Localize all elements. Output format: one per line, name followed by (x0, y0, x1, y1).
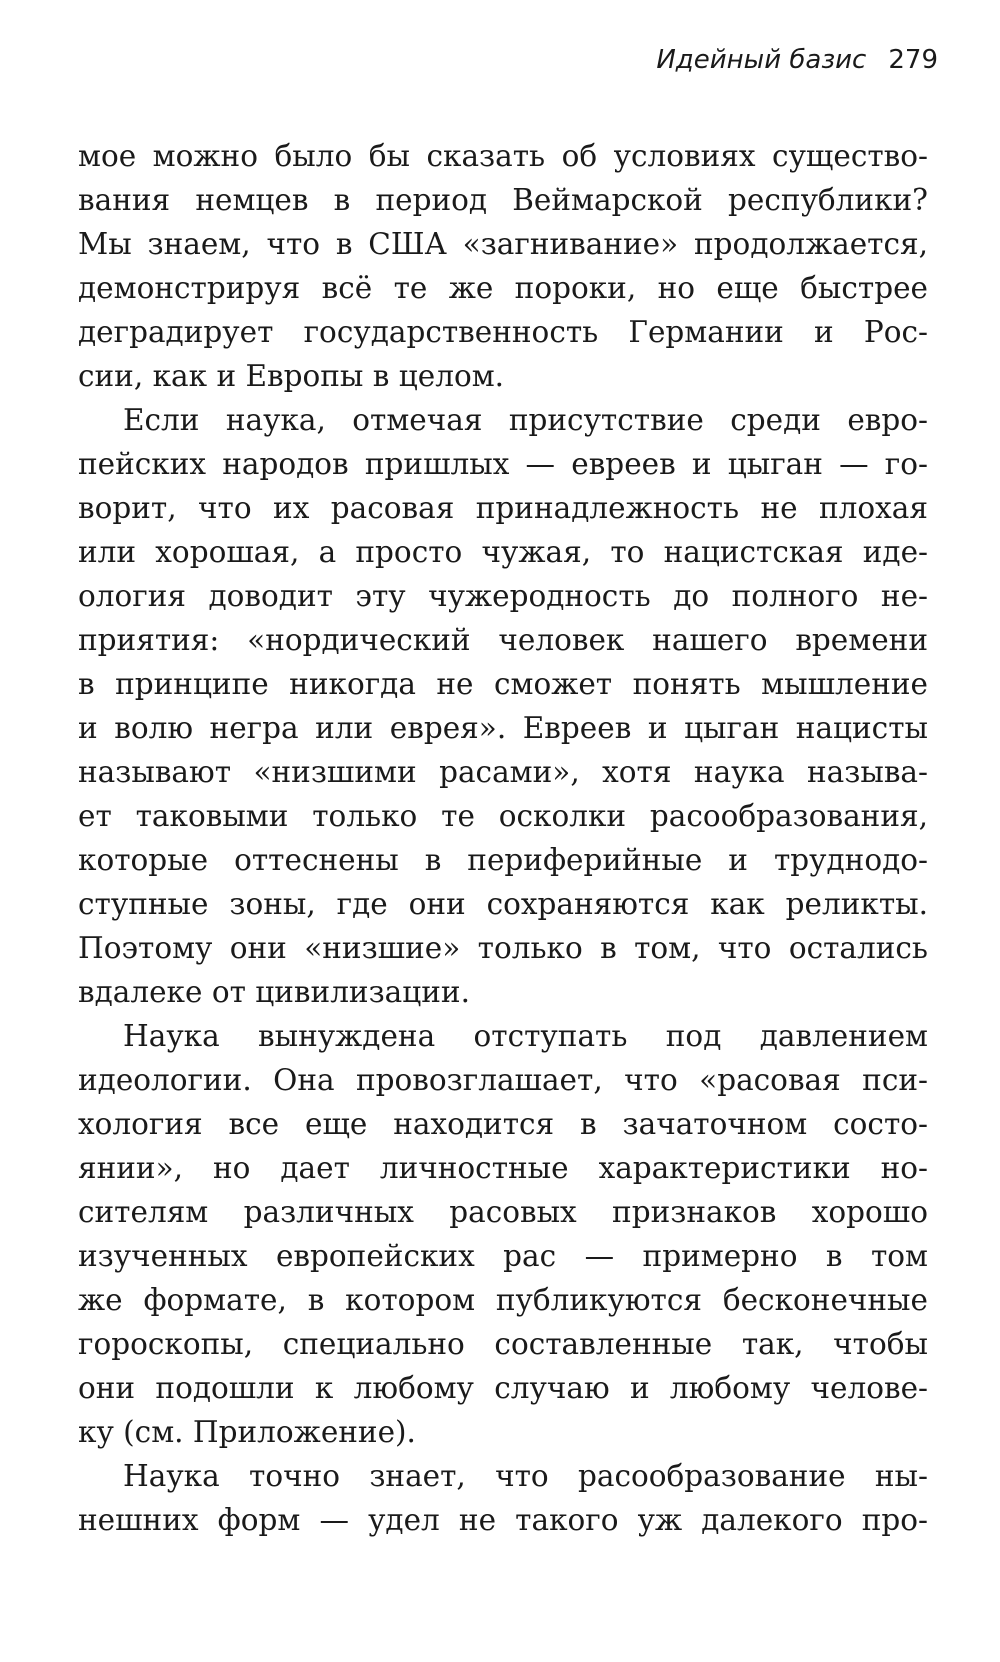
text-line: мое можно было бы сказать об условиях существо- (78, 139, 928, 173)
text-line: вания немцев в период Веймарской республики? (78, 183, 928, 217)
text-line: сителям различных расовых признаков хорошо (78, 1195, 928, 1229)
text-line: приятия: «нордический человек нашего времени (78, 623, 928, 657)
text-line: Наука вынуждена отступать под давлением (123, 1019, 928, 1053)
text-line: деградирует государственность Германии и Рос- (78, 315, 928, 349)
text-line: Мы знаем, что в США «загнивание» продолжается, (78, 227, 928, 261)
text-line: и волю негра или еврея». Евреев и цыган нацисты (78, 711, 928, 745)
text-line: вдалеке от цивилизации. (78, 975, 470, 1009)
text-line: хология все еще находится в зачаточном состо- (78, 1107, 928, 1141)
text-line: демонстрируя всё те же пороки, но еще быстрее (78, 271, 928, 305)
text-line: они подошли к любому случаю и любому челове- (78, 1371, 928, 1405)
text-line: нешних форм — удел не такого уж далекого про- (78, 1503, 928, 1537)
text-line: гороскопы, специально составленные так, чтобы (78, 1327, 928, 1361)
text-line: которые оттеснены в периферийные и труднодо- (78, 843, 928, 877)
text-line: в принципе никогда не сможет понять мышление (78, 667, 928, 701)
text-line: ворит, что их расовая принадлежность не плохая (78, 491, 928, 525)
text-line: ет таковыми только те осколки расообразования, (78, 799, 928, 833)
text-line: ку (см. Приложение). (78, 1415, 416, 1449)
running-head (60, 40, 938, 80)
text-line: ступные зоны, где они сохраняются как реликты. (78, 887, 928, 921)
text-line: Поэтому они «низшие» только в том, что остались (78, 931, 928, 965)
text-line: называют «низшими расами», хотя наука называ- (78, 755, 928, 789)
running-title: Идейный базис (656, 45, 867, 75)
text-line: или хорошая, а просто чужая, то нацистская иде- (78, 535, 928, 569)
text-line: изученных европейских рас — примерно в том (78, 1239, 928, 1273)
text-line: же формате, в котором публикуются бесконечные (78, 1283, 928, 1317)
text-line: ология доводит эту чужеродность до полного не- (78, 579, 928, 613)
text-line: сии, как и Европы в целом. (78, 359, 505, 393)
text-line: идеологии. Она провозглашает, что «расовая пси- (78, 1063, 928, 1097)
text-line: Наука точно знает, что расообразование ны- (123, 1459, 928, 1493)
text-line: пейских народов пришлых — евреев и цыган — го- (78, 447, 928, 481)
page-number: 279 (888, 45, 938, 75)
text-line: янии», но дает личностные характеристики но- (78, 1151, 928, 1185)
text-line: Если наука, отмечая присутствие среди евро- (123, 403, 928, 437)
